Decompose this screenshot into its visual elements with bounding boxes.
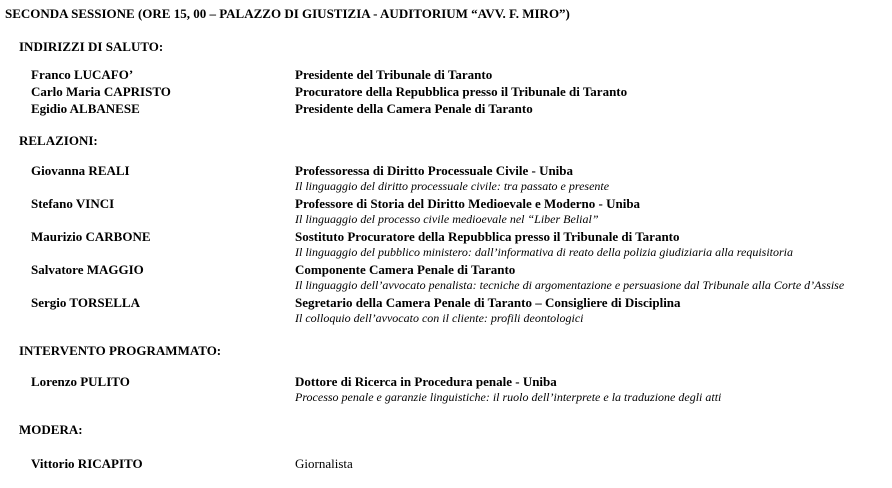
speaker-role: Componente Camera Penale di Taranto xyxy=(295,262,516,277)
speaker-role: Presidente della Camera Penale di Taranto xyxy=(295,101,533,116)
speaker-name: Giovanna REALI xyxy=(31,163,130,178)
section-heading-modera: MODERA: xyxy=(19,422,83,437)
speaker-name: Franco LUCAFO’ xyxy=(31,67,134,82)
talk-topic: Il linguaggio dell’avvocato penalista: tecniche di argomentazione e persuasione dal Tribunale alla Corte d’Assise xyxy=(295,278,845,292)
speaker-role: Dottore di Ricerca in Procedura penale - Uniba xyxy=(295,374,557,389)
speaker-role: Procuratore della Repubblica presso il Tribunale di Taranto xyxy=(295,84,628,99)
speaker-role: Giornalista xyxy=(295,456,353,471)
talk-topic: Il colloquio dell’avvocato con il cliente: profili deontologici xyxy=(295,311,584,325)
page-title: SECONDA SESSIONE (ORE 15, 00 – PALAZZO DI GIUSTIZIA - AUDITORIUM “AVV. F. MIRO”) xyxy=(5,6,570,21)
speaker-name: Egidio ALBANESE xyxy=(31,101,140,116)
talk-topic: Il linguaggio del diritto processuale civile: tra passato e presente xyxy=(295,179,610,193)
speaker-role: Professore di Storia del Diritto Medioevale e Moderno - Uniba xyxy=(295,196,641,211)
speaker-role: Sostituto Procuratore della Repubblica presso il Tribunale di Taranto xyxy=(295,229,680,244)
speaker-name: Sergio TORSELLA xyxy=(31,295,140,310)
talk-topic: Processo penale e garanzie linguistiche: il ruolo dell’interprete e la traduzione degli atti xyxy=(295,390,722,404)
section-heading-saluto: INDIRIZZI DI SALUTO: xyxy=(19,39,164,54)
speaker-role: Professoressa di Diritto Processuale Civile - Uniba xyxy=(295,163,574,178)
talk-topic: Il linguaggio del processo civile medioevale nel “Liber Belial” xyxy=(295,212,599,226)
section-heading-relazioni: RELAZIONI: xyxy=(19,133,98,148)
section-heading-intervento: INTERVENTO PROGRAMMATO: xyxy=(19,343,222,358)
speaker-name: Carlo Maria CAPRISTO xyxy=(31,84,171,99)
speaker-name: Stefano VINCI xyxy=(31,196,115,211)
speaker-role: Segretario della Camera Penale di Taranto – Consigliere di Disciplina xyxy=(295,295,681,310)
speaker-name: Vittorio RICAPITO xyxy=(31,456,143,471)
speaker-name: Maurizio CARBONE xyxy=(31,229,151,244)
speaker-role: Presidente del Tribunale di Taranto xyxy=(295,67,493,82)
speaker-name: Salvatore MAGGIO xyxy=(31,262,144,277)
talk-topic: Il linguaggio del pubblico ministero: dall’informativa di reato della polizia giudiziaria alla requisitoria xyxy=(295,245,793,259)
speaker-name: Lorenzo PULITO xyxy=(31,374,130,389)
